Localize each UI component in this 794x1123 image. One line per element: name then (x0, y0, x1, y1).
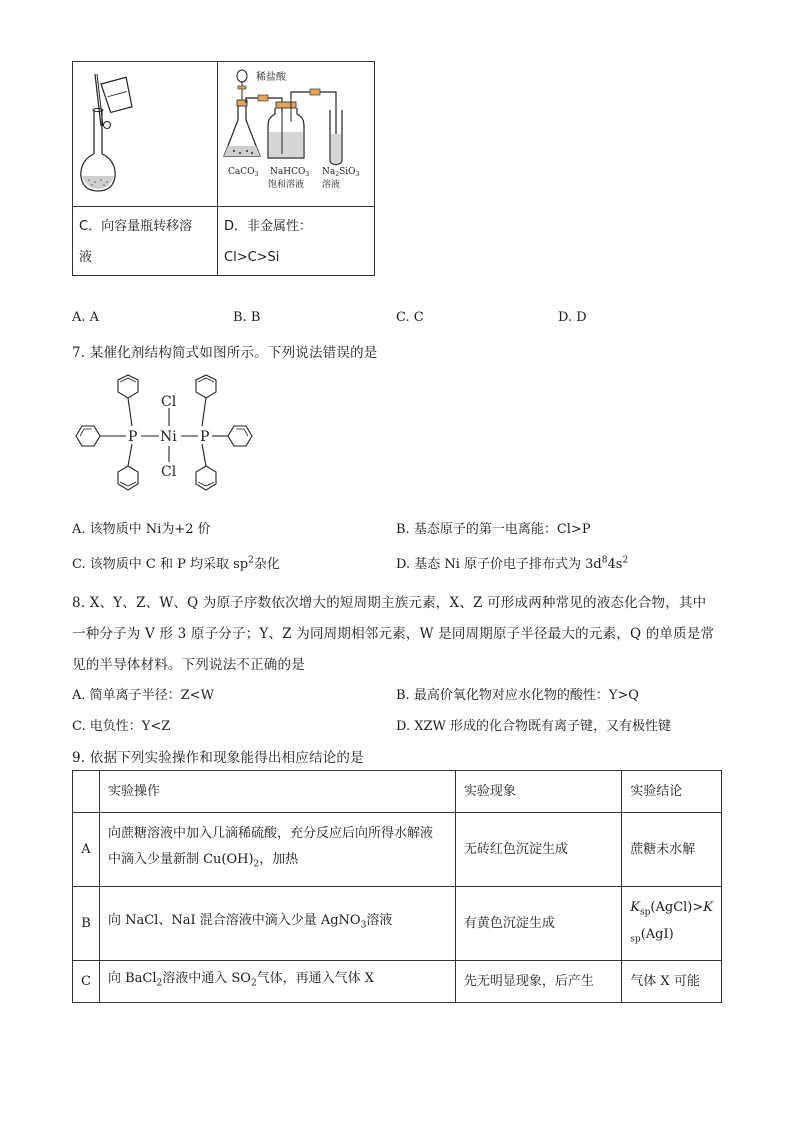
acid-label: 稀盐酸 (256, 72, 286, 83)
saturated-label: 饱和溶液 (268, 180, 305, 190)
conclusion-cell: 气体 X 可能 (622, 961, 722, 1003)
q7-option-a: A. 该物质中 Ni为+2 价 (72, 522, 211, 537)
operation-cell: 向蔗糖溶液中加入几滴稀硫酸，充分反应后向所得水解液 中滴入少量新制 $Cu(OH)_2$，加热 (99, 813, 455, 887)
phenomenon-cell: 有黄色沉淀生成 (455, 887, 621, 961)
row-label: C (73, 961, 100, 1003)
operation-cell: 向 BaCl$_2$溶液中通入 $SO_2$气体，再通入气体 X (99, 961, 455, 1003)
nonmetal-apparatus-figure-cell (218, 62, 375, 207)
operation-cell: 向 NaCl、NaI 混合溶液中滴入少量 AgNO$_3$溶液 (99, 887, 455, 961)
volumetric-flask-transfer-figure (73, 62, 217, 202)
q7-option-d: D. 基态 Ni 原子价电子排布式为 $3d^84s^2$ (396, 555, 629, 572)
conclusion-cell: 蔗糖未水解 (622, 813, 722, 887)
cl-top-label: Cl (161, 394, 177, 410)
table-row (73, 813, 722, 887)
table-header-row (73, 771, 722, 813)
p-left-label: P (128, 429, 138, 445)
volumetric-flask-figure-cell (73, 62, 218, 207)
ni-label: Ni (160, 429, 177, 445)
nahco3-label: NaHCO (270, 167, 306, 177)
q8-option-a: A. 简单离子半径：Z<W (72, 688, 214, 703)
option-d-cell (218, 207, 375, 276)
caco3-sub: 3 (254, 171, 259, 178)
header-cell-conclusion: 实验结论 (622, 771, 722, 813)
svg-text:CaCO3 (228, 167, 259, 178)
svg-text:NaHCO3 (270, 167, 309, 178)
phenomenon-cell: 无砖红色沉淀生成 (455, 813, 621, 887)
ni-catalyst-structure-figure (70, 370, 270, 500)
p-right-label: P (200, 429, 210, 445)
q9-experiment-table (72, 770, 722, 1003)
row-label: B (73, 887, 100, 961)
caco3-label: CaCO (228, 167, 255, 177)
row-label: A (73, 813, 100, 887)
q7-option-c: C. 该物质中 C 和 P 均采取 $sp^2$杂化 (72, 555, 280, 572)
q8-option-b: B. 最高价氧化物对应水化物的酸性：Y>Q (396, 688, 639, 703)
header-cell-operation: 实验操作 (99, 771, 455, 813)
q8-option-d: D. XZW 形成的化合物既有离子键，又有极性键 (396, 719, 672, 734)
q6-option-c: C. C (396, 310, 424, 325)
table-row (73, 961, 722, 1003)
q9-stem: 9. 依据下列实验操作和现象能得出相应结论的是 (72, 750, 364, 766)
q7-option-b: B. 基态原子的第一电离能：Cl>P (396, 522, 591, 537)
q6-option-a: A. A (72, 310, 100, 325)
nonmetal-comparison-apparatus-figure (218, 62, 374, 202)
header-cell-blank (73, 771, 100, 813)
option-c-line1: C．向容量瓶转移溶 (79, 219, 193, 234)
q7-stem: 7. 某催化剂结构简式如图所示。下列说法错误的是 (72, 345, 378, 361)
option-c-line2: 液 (79, 250, 93, 265)
option-c-cell (73, 207, 218, 276)
option-d-line2: Cl>C>Si (224, 250, 280, 265)
nahco3-sub: 3 (305, 171, 310, 178)
q8-option-c: C. 电负性：Y<Z (72, 719, 171, 734)
q8-stem-line3: 见的半导体材料。下列说法不正确的是 (72, 657, 305, 673)
q8-stem-line1: 8. X、Y、Z、W、Q 为原子序数依次增大的短周期主族元素，X、Z 可形成两种常见的液态化合物，其中 (72, 595, 707, 611)
q6-option-d: D. D (558, 310, 587, 325)
conclusion-cell: $K_{sp}(AgCl)>K$ $_{sp}$(AgI) (622, 887, 722, 961)
phenomenon-cell: 先无明显现象，后产生 (455, 961, 621, 1003)
q6-apparatus-table (72, 61, 375, 276)
header-cell-phenomenon: 实验现象 (455, 771, 621, 813)
q6-option-b: B. B (233, 310, 261, 325)
cl-bottom-label: Cl (161, 464, 177, 480)
table-row (73, 887, 722, 961)
q8-stem-line2: 一种分子为 V 形 3 原子分子；Y、Z 为同周期相邻元素，W 是同周期原子半径最大的元素，Q 的单质是常 (72, 626, 715, 642)
option-d-line1: D．非金属性： (224, 219, 313, 234)
svg-text:Na2SiO3: $Na_2SiO_3$ (322, 167, 360, 178)
solution-label: 溶液 (322, 180, 341, 190)
